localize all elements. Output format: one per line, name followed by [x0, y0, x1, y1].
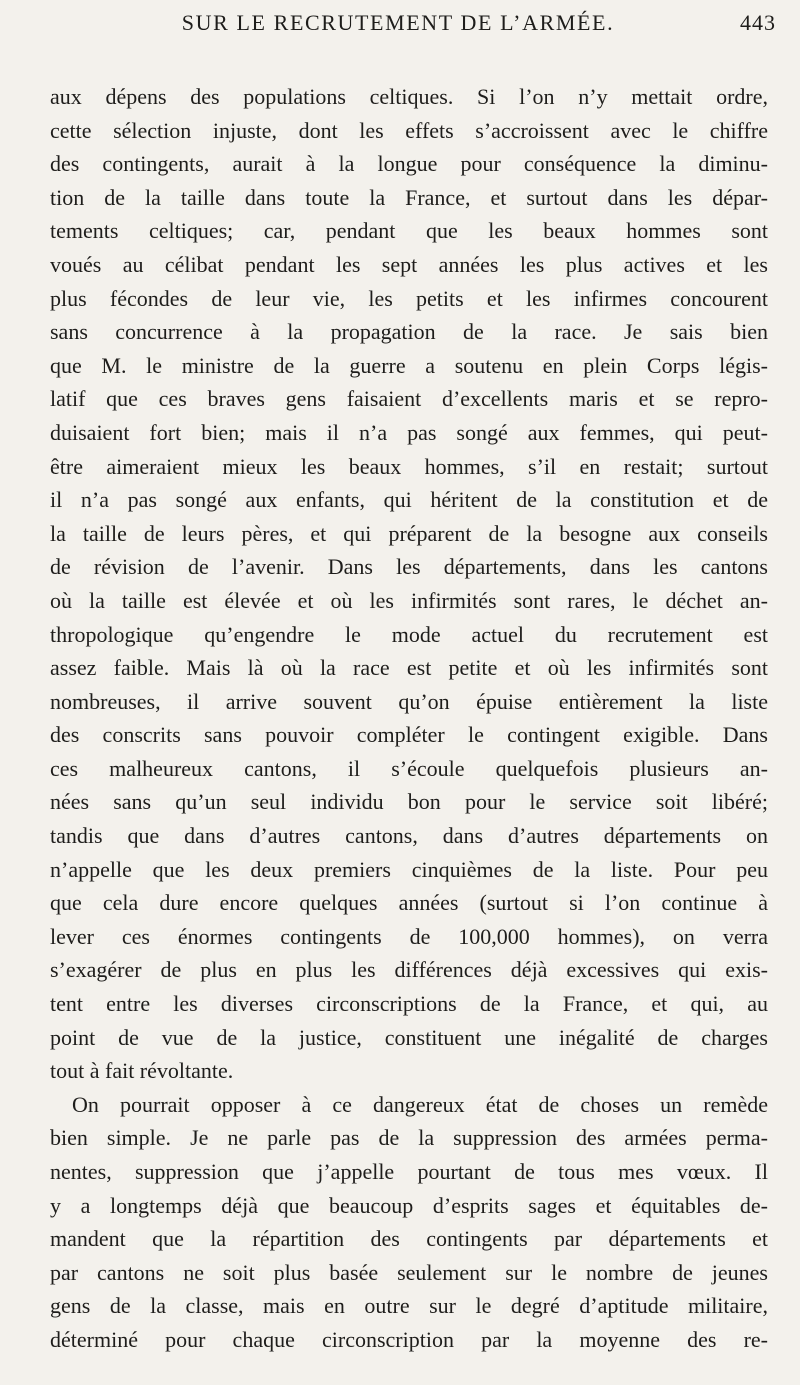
paragraph-start-line: On pourrait opposer à ce dangereux état de choses un remède: [72, 1091, 768, 1117]
text-line: que M. le ministre de la guerre a soutenu en plein Corps légis-: [50, 352, 768, 378]
text-line: tements celtiques; car, pendant que les beaux hommes sont: [50, 218, 768, 244]
text-line: tent entre les diverses circonscriptions de la France, et qui, au: [50, 991, 768, 1017]
text-line: cette sélection injuste, dont les effets s’accroissent avec le chiffre: [50, 117, 768, 143]
text-line: plus fécondes de leur vie, les petits et les infirmes concourent: [50, 285, 768, 311]
text-line: assez faible. Mais là où la race est petite et où les infirmités sont: [50, 655, 768, 681]
text-line: y a longtemps déjà que beaucoup d’esprits sages et équitables de-: [50, 1192, 768, 1218]
text-line: point de vue de la justice, constituent une inégalité de charges: [50, 1024, 768, 1050]
text-line: ces malheureux cantons, il s’écoule quelquefois plusieurs an-: [50, 755, 768, 781]
text-line: tion de la taille dans toute la France, et surtout dans les dépar-: [50, 184, 768, 210]
text-line: par cantons ne soit plus basée seulement sur le nombre de jeunes: [50, 1259, 768, 1285]
text-line: mandent que la répartition des contingents par départements et: [50, 1226, 768, 1252]
page-number: 443: [740, 10, 776, 35]
text-line: thropologique qu’engendre le mode actuel du recrutement est: [50, 621, 768, 647]
text-line: nombreuses, il arrive souvent qu’on épuise entièrement la liste: [50, 688, 768, 714]
paragraph-end-line: tout à fait révoltante.: [50, 1058, 234, 1084]
text-line: de révision de l’avenir. Dans les départements, dans les cantons: [50, 554, 768, 580]
text-line: déterminé pour chaque circonscription par la moyenne des re-: [50, 1326, 768, 1352]
text-line: lever ces énormes contingents de 100,000 hommes), on verra: [50, 923, 768, 949]
running-title: SUR LE RECRUTEMENT DE L’ARMÉE.: [181, 10, 615, 35]
text-line: tandis que dans d’autres cantons, dans d’autres départements on: [50, 823, 768, 849]
text-line: où la taille est élevée et où les infirmités sont rares, le déchet an-: [50, 587, 768, 613]
text-line: aux dépens des populations celtiques. Si l’on n’y mettait ordre,: [50, 84, 768, 109]
text-line: des contingents, aurait à la longue pour conséquence la diminu-: [50, 151, 768, 177]
running-head: [58, 6, 776, 40]
text-line: il n’a pas songé aux enfants, qui héritent de la constitution et de: [50, 487, 768, 513]
text-line: nées sans qu’un seul individu bon pour le service soit libéré;: [50, 789, 768, 815]
text-line: voués au célibat pendant les sept années les plus actives et les: [50, 251, 768, 277]
text-line: s’exagérer de plus en plus les différences déjà excessives qui exis-: [50, 957, 768, 983]
text-line: être aimeraient mieux les beaux hommes, s’il en restait; surtout: [50, 453, 768, 479]
text-line: latif que ces braves gens faisaient d’excellents maris et se repro-: [50, 386, 768, 412]
text-line: nentes, suppression que j’appelle pourtant de tous mes vœux. Il: [50, 1159, 768, 1184]
text-line: sans concurrence à la propagation de la race. Je sais bien: [50, 319, 768, 345]
body-text: [50, 80, 768, 1357]
text-line: n’appelle que les deux premiers cinquièmes de la liste. Pour peu: [50, 856, 768, 882]
text-line: duisaient fort bien; mais il n’a pas songé aux femmes, qui peut-: [50, 419, 768, 445]
text-line: des conscrits sans pouvoir compléter le contingent exigible. Dans: [50, 722, 768, 748]
text-line: bien simple. Je ne parle pas de la suppression des armées perma-: [50, 1125, 768, 1151]
text-line: que cela dure encore quelques années (surtout si l’on continue à: [50, 890, 768, 916]
text-line: la taille de leurs pères, et qui préparent de la besogne aux conseils: [50, 520, 768, 546]
text-line: gens de la classe, mais en outre sur le degré d’aptitude militaire,: [50, 1293, 768, 1319]
